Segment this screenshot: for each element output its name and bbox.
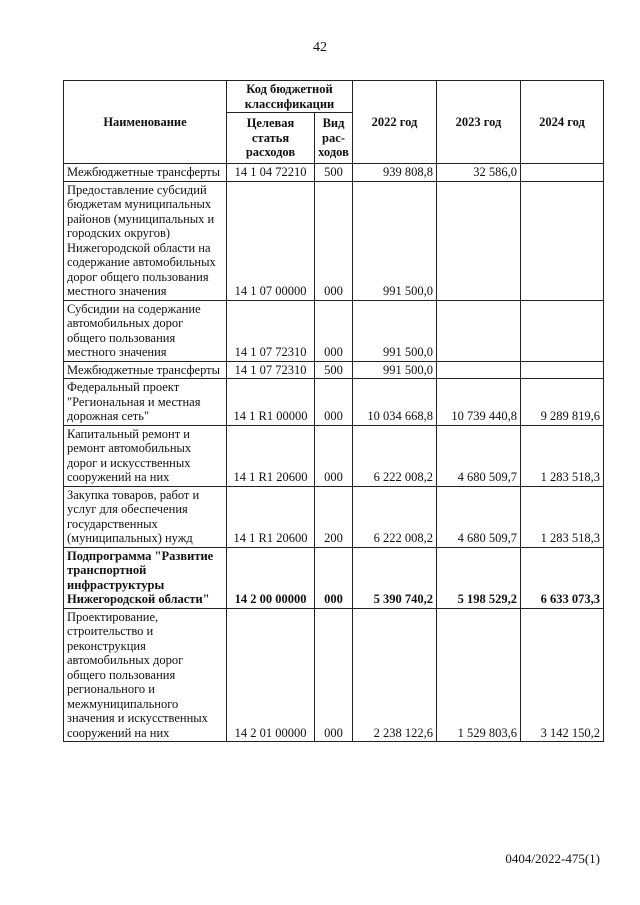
cell-2023: 1 529 803,6 xyxy=(437,608,521,742)
cell-2024: 1 283 518,3 xyxy=(521,486,604,547)
cell-type: 000 xyxy=(315,300,353,361)
cell-name: Предоставление субсидий бюджетам муниципальных районов (муниципальных и городских округов) Нижегородской области на содержание автомобильных дорог общего пользования местного значения xyxy=(64,181,227,300)
cell-type: 000 xyxy=(315,181,353,300)
cell-article: 14 1 R1 20600 xyxy=(227,425,315,486)
table-row xyxy=(64,608,604,742)
table-row xyxy=(64,181,604,300)
cell-2023 xyxy=(437,181,521,300)
header-kbk: Код бюджетной классификации xyxy=(227,81,353,113)
budget-table xyxy=(63,80,604,742)
cell-article: 14 2 01 00000 xyxy=(227,608,315,742)
cell-name: Межбюджетные трансферты xyxy=(64,164,227,182)
table-row xyxy=(64,164,604,182)
cell-2024: 6 633 073,3 xyxy=(521,547,604,608)
table-row xyxy=(64,300,604,361)
cell-name: Межбюджетные трансферты xyxy=(64,361,227,379)
cell-2024: 3 142 150,2 xyxy=(521,608,604,742)
cell-type: 500 xyxy=(315,361,353,379)
cell-2024 xyxy=(521,361,604,379)
cell-article: 14 1 07 72310 xyxy=(227,300,315,361)
header-2023: 2023 год xyxy=(437,81,521,164)
table-row xyxy=(64,361,604,379)
cell-name: Субсидии на содержание автомобильных дорог общего пользования местного значения xyxy=(64,300,227,361)
cell-name: Проектирование, строительство и реконструкция автомобильных дорог общего пользования регионального и межмуниципального значения и искусственных сооружений на них xyxy=(64,608,227,742)
cell-article: 14 1 R1 00000 xyxy=(227,379,315,426)
cell-type: 200 xyxy=(315,486,353,547)
cell-name: Закупка товаров, работ и услуг для обеспечения государственных (муниципальных) нужд xyxy=(64,486,227,547)
cell-2024: 9 289 819,6 xyxy=(521,379,604,426)
header-2022: 2022 год xyxy=(353,81,437,164)
cell-type: 000 xyxy=(315,547,353,608)
cell-2023 xyxy=(437,361,521,379)
cell-article: 14 2 00 00000 xyxy=(227,547,315,608)
cell-2022: 939 808,8 xyxy=(353,164,437,182)
cell-2024: 1 283 518,3 xyxy=(521,425,604,486)
table-row xyxy=(64,425,604,486)
page-number: 42 xyxy=(313,40,327,55)
cell-type: 000 xyxy=(315,608,353,742)
cell-2023: 5 198 529,2 xyxy=(437,547,521,608)
cell-2024 xyxy=(521,164,604,182)
table-row xyxy=(64,379,604,426)
cell-type: 500 xyxy=(315,164,353,182)
cell-2022: 5 390 740,2 xyxy=(353,547,437,608)
cell-name: Федеральный проект "Региональная и местная дорожная сеть" xyxy=(64,379,227,426)
table-row xyxy=(64,547,604,608)
cell-article: 14 1 04 72210 xyxy=(227,164,315,182)
cell-2022: 6 222 008,2 xyxy=(353,425,437,486)
cell-2023: 32 586,0 xyxy=(437,164,521,182)
cell-2022: 991 500,0 xyxy=(353,361,437,379)
cell-type: 000 xyxy=(315,379,353,426)
header-name: Наименование xyxy=(64,81,227,164)
cell-2023: 4 680 509,7 xyxy=(437,425,521,486)
table-row xyxy=(64,486,604,547)
cell-2022: 991 500,0 xyxy=(353,181,437,300)
cell-2022: 10 034 668,8 xyxy=(353,379,437,426)
table-body xyxy=(64,164,604,742)
cell-2022: 991 500,0 xyxy=(353,300,437,361)
cell-2023 xyxy=(437,300,521,361)
cell-name: Капитальный ремонт и ремонт автомобильных дорог и искусственных сооружений на них xyxy=(64,425,227,486)
cell-article: 14 1 07 72310 xyxy=(227,361,315,379)
header-2024: 2024 год xyxy=(521,81,604,164)
cell-2024 xyxy=(521,300,604,361)
cell-2023: 4 680 509,7 xyxy=(437,486,521,547)
cell-article: 14 1 R1 20600 xyxy=(227,486,315,547)
header-type: Вид рас-ходов xyxy=(315,113,353,164)
cell-2022: 2 238 122,6 xyxy=(353,608,437,742)
cell-2024 xyxy=(521,181,604,300)
cell-type: 000 xyxy=(315,425,353,486)
cell-2023: 10 739 440,8 xyxy=(437,379,521,426)
header-article: Целевая статья расходов xyxy=(227,113,315,164)
document-number: 0404/2022-475(1) xyxy=(505,851,600,866)
cell-article: 14 1 07 00000 xyxy=(227,181,315,300)
cell-2022: 6 222 008,2 xyxy=(353,486,437,547)
table-header xyxy=(64,81,604,164)
cell-name: Подпрограмма "Развитие транспортной инфраструктуры Нижегородской области" xyxy=(64,547,227,608)
